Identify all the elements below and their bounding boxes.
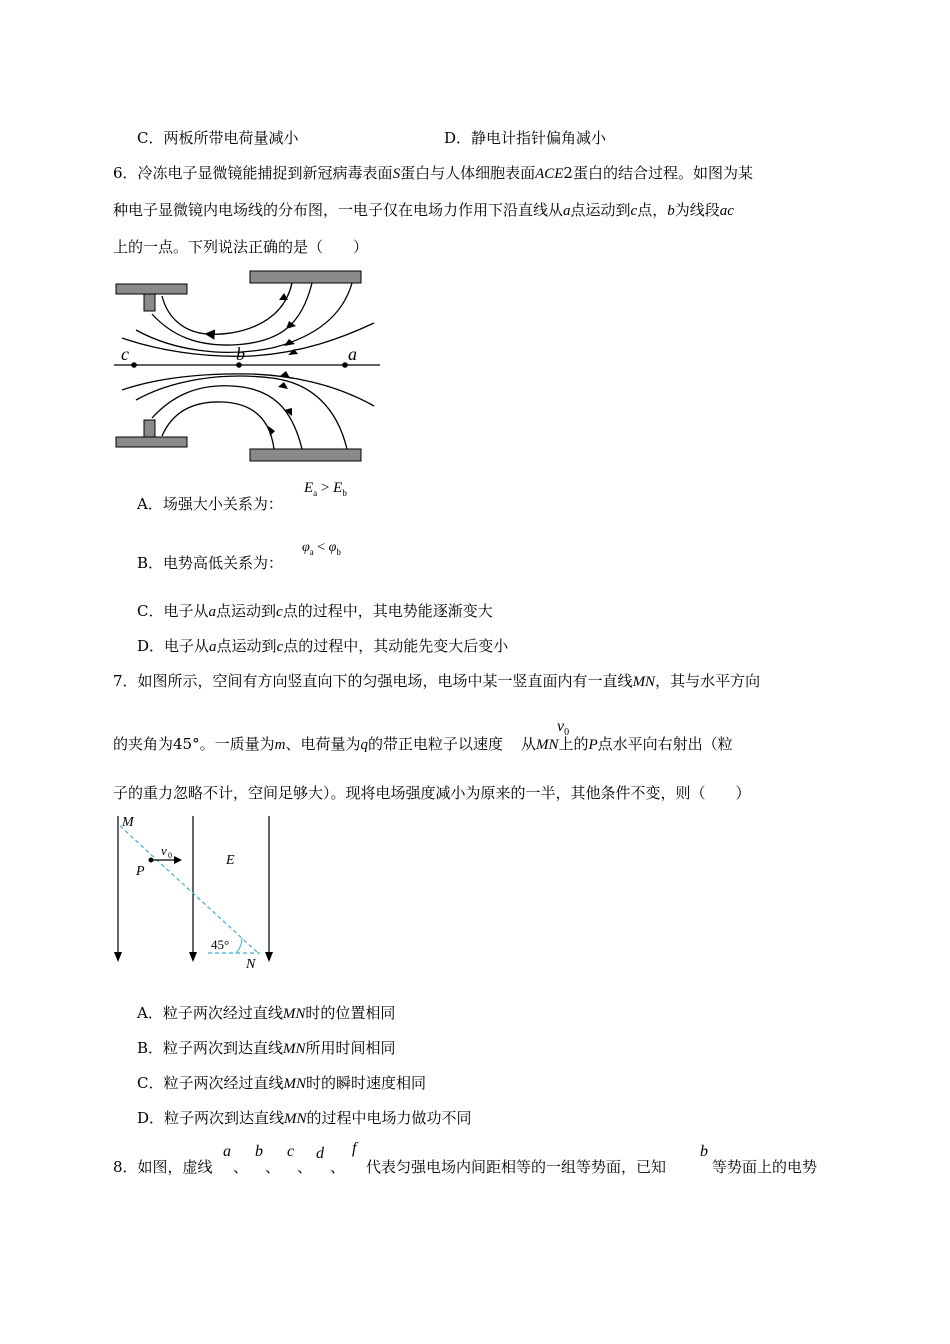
label-P: P — [136, 864, 145, 879]
label-angle: 45° — [211, 937, 230, 952]
top-left-stub — [144, 294, 155, 311]
q7-option-a: A．粒子两次经过直线MN时的位置相同 — [137, 1004, 396, 1022]
q6-stem-line3: 上的一点。下列说法正确的是（ ） — [113, 238, 369, 256]
label-c: c — [121, 344, 129, 364]
q8-stem-line1: 8．如图，虚线 — [113, 1158, 213, 1176]
q6-stem-line2: 种电子显微镜内电场线的分布图，一电子仅在电场力作用下沿直线从a点运动到c点，b为线段ac — [113, 201, 734, 219]
q8-stem-cont: 代表匀强电场内间距相等的一组等势面，已知 — [366, 1158, 667, 1176]
point-c — [131, 362, 137, 368]
q6-option-a-formula: $E_a > E_b$ — [304, 480, 347, 498]
q7-uniform-field-diagram — [108, 810, 278, 970]
q6-option-d: D．电子从a点运动到c点的过程中，其动能先变大后变小 — [137, 637, 509, 655]
q7-stem-line2: 的夹角为45°。一质量为m、电荷量为q的带正电粒子以速度 从MN上的P点水平向右射出（粒 — [113, 735, 733, 753]
q7-option-b: B．粒子两次到达直线MN所用时间相同 — [137, 1039, 396, 1057]
top-left-plate — [116, 284, 187, 294]
label-a: a — [348, 344, 357, 364]
q7-stem-velocity: $v_0$ — [557, 718, 570, 738]
bottom-left-stub — [144, 420, 155, 437]
q6-option-a: A．场强大小关系为： — [137, 495, 283, 513]
q7-stem-line1: 7．如图所示，空间有方向竖直向下的匀强电场，电场中某一竖直面内有一直线MN，其与水平方向 — [113, 672, 761, 690]
point-a — [342, 362, 348, 368]
label-v0: 0 — [168, 851, 172, 860]
q6-stem-line1: 6．冷冻电子显微镜能捕捉到新冠病毒表面S蛋白与人体细胞表面ACE2蛋白的结合过程。如图为某 — [113, 164, 753, 182]
q8-sym-b2: b — [700, 1143, 708, 1160]
q6-option-b-formula: $\varphi_a < \varphi_b$ — [302, 540, 341, 557]
label-E: E — [226, 853, 235, 868]
q6-option-b: B．电势高低关系为： — [137, 554, 284, 572]
top-right-plate — [250, 271, 361, 283]
q7-option-c: C．粒子两次经过直线MN时的瞬时速度相同 — [137, 1074, 427, 1092]
q6-field-line-diagram — [112, 268, 392, 468]
q8-sym-d: d — [316, 1145, 324, 1162]
label-N: N — [246, 957, 256, 970]
q8-sym-f: f — [352, 1140, 357, 1157]
q8-sep-4: 、 — [330, 1158, 346, 1176]
label-b: b — [236, 344, 245, 364]
label-M: M — [122, 815, 134, 830]
q8-sep-2: 、 — [265, 1158, 281, 1176]
q5-option-c: C．两板所带电荷量减小 — [137, 129, 299, 147]
q7-stem-line3: 子的重力忽略不计，空间足够大）。现将电场强度减小为原来的一半，其他条件不变，则（ ） — [113, 784, 751, 802]
bottom-left-plate — [116, 437, 187, 447]
q8-sym-b: b — [255, 1143, 263, 1160]
bottom-right-plate — [250, 449, 361, 461]
q7-option-d: D．粒子两次到达直线MN的过程中电场力做功不同 — [137, 1109, 472, 1127]
q8-sym-a: a — [223, 1143, 231, 1160]
q6-option-c: C．电子从a点运动到c点的过程中，其电势能逐渐变大 — [137, 602, 493, 620]
q8-sym-c: c — [287, 1143, 295, 1160]
q8-sep-1: 、 — [233, 1158, 249, 1176]
q5-option-d: D．静电计指针偏角减小 — [444, 129, 607, 147]
q8-stem-end: 等势面上的电势 — [712, 1158, 818, 1176]
line-MN — [120, 826, 258, 953]
label-v: v — [161, 843, 167, 858]
q8-sep-3: 、 — [297, 1158, 313, 1176]
